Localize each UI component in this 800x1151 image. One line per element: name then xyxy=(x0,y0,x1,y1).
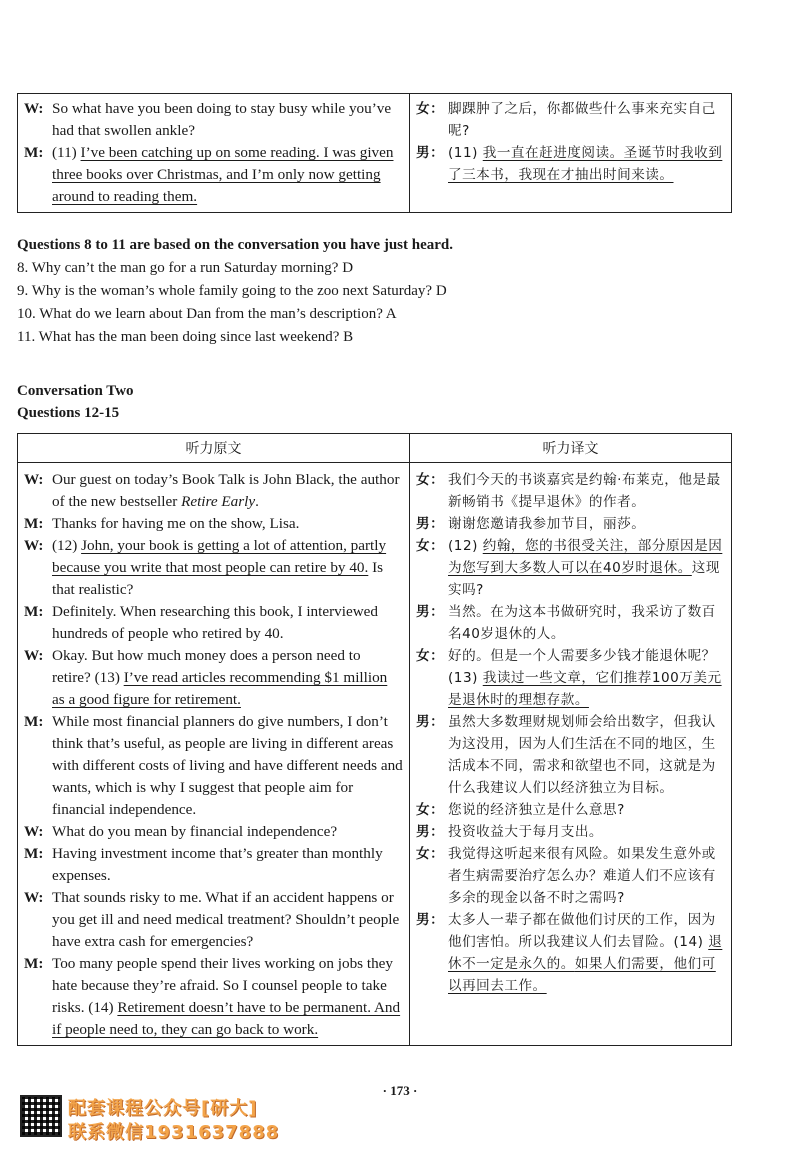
questions-block xyxy=(17,234,777,349)
watermark-line-1: 配套课程公众号[研大] xyxy=(68,1098,258,1119)
dialogue-line xyxy=(416,513,725,535)
question-item: 8. Why can’t the man go for a run Saturday morning? D xyxy=(17,260,354,276)
dialogue-text: Thanks for having me on the show, Lisa. xyxy=(52,515,300,532)
dialogue-text: That sounds risky to me. What if an accident happens or you get ill and need medical treatment? Shouldn’t people have extra cash for emergencies? xyxy=(52,889,400,950)
dialogue-text: (12) xyxy=(52,537,82,554)
dialogue-text: 我觉得这听起来很有风险。如果发生意外或者生病需要治疗怎么办？难道人们不应该有多余的现金以备不时之需吗? xyxy=(448,846,716,906)
dialogue-text: 我们今天的书谈嘉宾是约翰·布莱克，他是最新畅销书《提早退休》的作者。 xyxy=(448,472,721,510)
header-original: 听力原文 xyxy=(18,434,410,463)
dialogue-line xyxy=(24,142,403,208)
dialogue-text: Retire Early xyxy=(181,493,256,510)
underlined-answer-text: I’ve been catching up on some reading. I was given three books over Christmas, and I’m only now getting around to reading them. xyxy=(52,144,394,205)
dialogue-line xyxy=(416,645,725,711)
dialogue-line xyxy=(24,953,403,1041)
underlined-answer-text: 如果人们需要，他们可以再回去工作。 xyxy=(448,956,716,994)
speaker-label: W: xyxy=(24,537,44,554)
underlined-answer-text: John, your book is getting a lot of attention, partly because you write that most people can retire by 40. xyxy=(52,537,387,576)
dialogue-text: 当然。在为这本书做研究时，我采访了数百名40岁退休的人。 xyxy=(448,604,716,642)
speaker-label: 男： xyxy=(416,516,445,532)
speaker-label: M: xyxy=(24,515,44,532)
speaker-label: M: xyxy=(24,845,44,862)
underlined-answer-text: 我读过一些文章，它们推荐100万美元是退休时的理想存款。 xyxy=(448,670,722,708)
speaker-label: 女： xyxy=(416,802,445,818)
underlined-answer-text: 我一直在赶进度阅读。圣诞节时我收到了三本书，我现在才抽出时间来读。 xyxy=(448,145,723,183)
page-number: · 173 · xyxy=(382,1083,418,1098)
speaker-label: 女： xyxy=(416,472,445,488)
dialogue-line xyxy=(24,711,403,821)
dialogue-text: What do you mean by financial independence? xyxy=(52,823,338,840)
dialogue-line xyxy=(24,98,403,142)
dialogue-line xyxy=(24,645,403,711)
dialogue-text: While most financial planners do give numbers, I don’t think that’s useful, as people are living in different areas with different costs of living and have different needs and wants, which is why I suggest that people aim for financial independence. xyxy=(52,713,403,818)
speaker-label: W: xyxy=(24,471,44,488)
speaker-label: W: xyxy=(24,889,44,906)
question-item: 9. Why is the woman’s whole family going to the zoo next Saturday? D xyxy=(17,283,447,299)
underlined-answer-text: 约翰，您的书很受关注，部分原因是因为您写到大多数人可以在40岁时退休。 xyxy=(448,538,723,576)
speaker-label: 男： xyxy=(416,912,445,928)
speaker-label: W: xyxy=(24,647,44,664)
dialogue-text: 投资收益大于每月支出。 xyxy=(448,824,604,840)
dialogue-text: 您说的经济独立是什么意思? xyxy=(448,802,625,818)
watermark-line-2: 联系微信1931637888 xyxy=(68,1122,280,1143)
speaker-label: 女： xyxy=(416,538,445,554)
speaker-label: W: xyxy=(24,100,44,117)
english-column xyxy=(18,463,410,1046)
dialogue-text: 这现实吗? xyxy=(448,560,720,598)
dialogue-text: . xyxy=(255,493,259,510)
underlined-answer-text: 退休不一定是永久的。 xyxy=(448,934,723,972)
dialogue-text: 脚踝肿了之后，你都做些什么事来充实自己呢? xyxy=(448,101,716,139)
dialogue-line xyxy=(416,909,725,997)
speaker-label: 男： xyxy=(416,824,445,840)
dialogue-line xyxy=(24,887,403,953)
dialogue-text: 好的。但是一个人需要多少钱才能退休呢？(13) xyxy=(448,648,716,686)
dialogue-line xyxy=(416,601,725,645)
speaker-label: W: xyxy=(24,823,44,840)
dialogue-text: So what have you been doing to stay busy while you’ve had that swollen ankle? xyxy=(52,100,392,139)
underlined-answer-text: I’ve read articles recommending $1 million as a good figure for retirement. xyxy=(52,669,388,708)
dialogue-text: Our guest on today’s Book Talk is John Black, the author of the new bestseller xyxy=(52,471,400,510)
speaker-label: 女： xyxy=(416,846,445,862)
english-column xyxy=(18,94,410,213)
chinese-column xyxy=(410,94,732,213)
dialogue-text: Too many people spend their lives working on jobs they hate because they’re afraid. So I counsel people to take risks. (14) xyxy=(52,955,394,1016)
speaker-label: 男： xyxy=(416,145,445,161)
speaker-label: M: xyxy=(24,603,44,620)
dialogue-text: (11) xyxy=(52,144,81,161)
speaker-label: 女： xyxy=(416,101,445,117)
dialogue-line xyxy=(416,535,725,601)
underlined-answer-text: Retirement doesn’t have to be permanent. And if people need to, they can go back to work. xyxy=(52,999,401,1038)
dialogue-line xyxy=(24,843,403,887)
dialogue-line xyxy=(24,535,403,601)
dialogue-table-2 xyxy=(17,433,732,1046)
dialogue-line xyxy=(416,711,725,799)
dialogue-line xyxy=(24,513,403,535)
dialogue-text: 虽然大多数理财规划师会给出数字，但我认为这没用，因为人们生活在不同的地区，生活成本不同，需求和欲望也不同，这就是为什么我建议人们以经济独立为目标。 xyxy=(448,714,716,796)
qr-code-icon xyxy=(20,1095,62,1137)
speaker-label: M: xyxy=(24,144,44,161)
dialogue-text: (12) xyxy=(448,538,483,554)
dialogue-line xyxy=(416,821,725,843)
section-subtitle: Questions 12-15 xyxy=(17,405,120,421)
dialogue-text: (11) xyxy=(448,145,483,161)
dialogue-line xyxy=(416,98,725,142)
dialogue-line xyxy=(24,821,403,843)
speaker-label: 男： xyxy=(416,714,445,730)
dialogue-line xyxy=(416,469,725,513)
speaker-label: 男： xyxy=(416,604,445,620)
dialogue-line xyxy=(416,843,725,909)
dialogue-text: Definitely. When researching this book, I interviewed hundreds of people who retired by 40. xyxy=(52,603,379,642)
speaker-label: M: xyxy=(24,955,44,972)
dialogue-text: Is that realistic? xyxy=(52,559,384,598)
section-title: Conversation Two xyxy=(17,383,134,399)
question-item: 10. What do we learn about Dan from the man’s description? A xyxy=(17,306,397,322)
questions-heading: Questions 8 to 11 are based on the conversation you have just heard. xyxy=(17,237,453,253)
dialogue-text: 太多人一辈子都在做他们讨厌的工作，因为他们害怕。所以我建议人们去冒险。(14) xyxy=(448,912,716,950)
dialogue-text: 谢谢您邀请我参加节目，丽莎。 xyxy=(448,516,646,532)
header-translation: 听力译文 xyxy=(410,434,732,463)
dialogue-line xyxy=(24,601,403,645)
dialogue-text: Okay. But how much money does a person need to retire? (13) xyxy=(52,647,361,686)
dialogue-line xyxy=(416,799,725,821)
dialogue-table-1 xyxy=(17,93,732,213)
question-item: 11. What has the man been doing since last weekend? B xyxy=(17,329,354,345)
speaker-label: M: xyxy=(24,713,44,730)
speaker-label: 女： xyxy=(416,648,445,664)
chinese-column xyxy=(410,463,732,1046)
dialogue-line xyxy=(416,142,725,186)
dialogue-text: Having investment income that’s greater than monthly expenses. xyxy=(52,845,383,884)
dialogue-line xyxy=(24,469,403,513)
